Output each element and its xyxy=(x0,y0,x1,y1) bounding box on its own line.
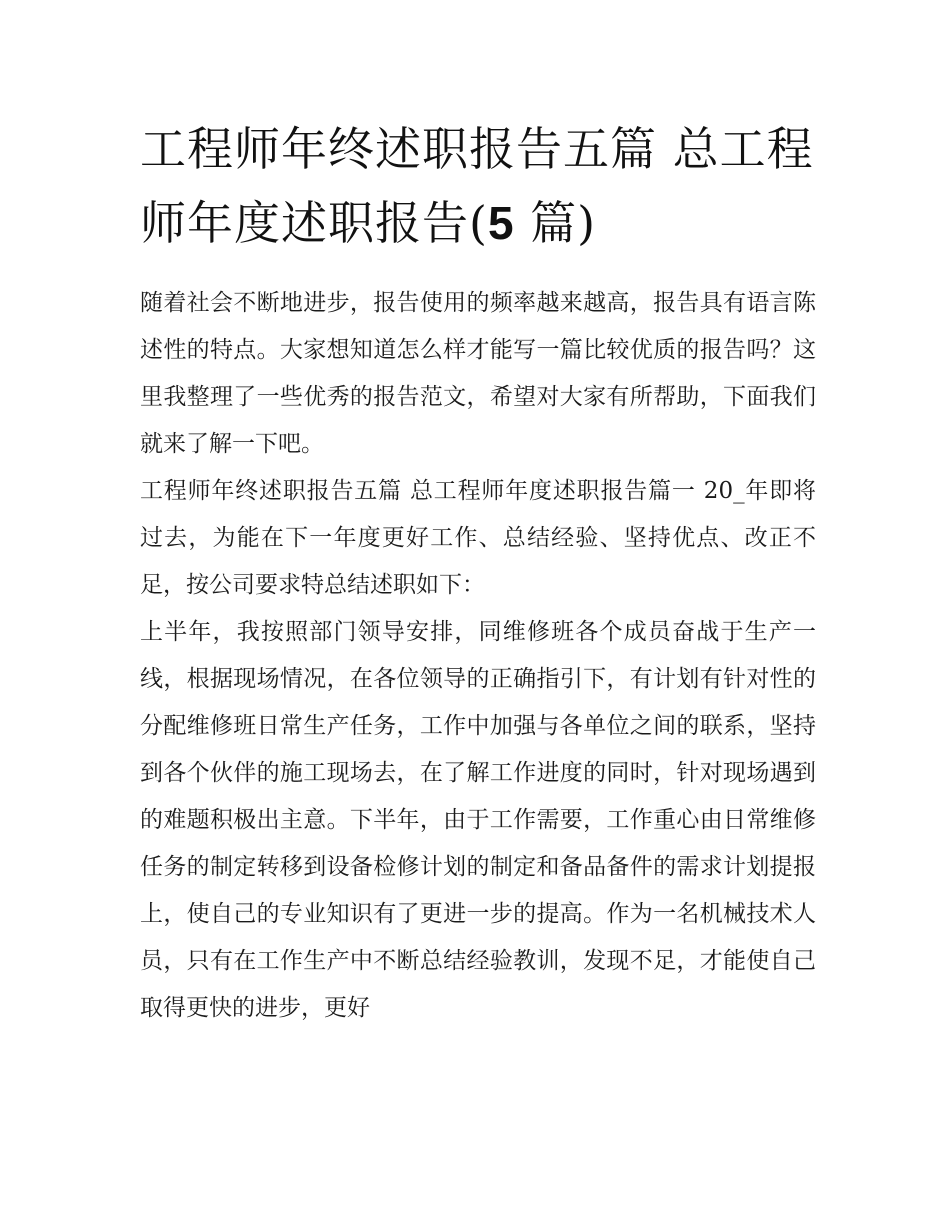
title-text-part1: 工程师年终述职报告五篇 总工程师年度述职报告( xyxy=(140,122,814,250)
paragraph-opening: 工程师年终述职报告五篇 总工程师年度述职报告篇一 20_年即将过去，为能在下一年度更好工作、总结经验、坚持优点、改正不足，按公司要求特总结述职如下： xyxy=(140,478,816,598)
document-body xyxy=(140,280,816,1032)
title-text-part2: 篇) xyxy=(514,196,597,250)
title-number: 5 xyxy=(487,197,515,249)
paragraph-work-summary: 上半年，我按照部门领导安排，同维修班各个成员奋战于生产一线，根据现场情况，在各位领导的正确指引下，有计划有针对性的分配维修班日常生产任务，工作中加强与各单位之间的联系，坚持到各个伙伴的施工现场去，在了解工作进度的同时，针对现场遇到的难题积极出主意。下半年，由于工作需要，工作重心由日常维修任务的制定转移到设备检修计划的制定和备品备件的需求计划提报上，使自己的专业知识有了更进一步的提高。作为一名机械技术人员，只有在工作生产中不断总结经验教训，发现不足，才能使自己取得更快的进步，更好 xyxy=(140,619,816,1021)
paragraph-intro: 随着社会不断地进步，报告使用的频率越来越高，报告具有语言陈述性的特点。大家想知道怎么样才能写一篇比较优质的报告吗？这里我整理了一些优秀的报告范文，希望对大家有所帮助，下面我们就来了解一下吧。 xyxy=(140,290,816,457)
document-title xyxy=(140,112,820,260)
